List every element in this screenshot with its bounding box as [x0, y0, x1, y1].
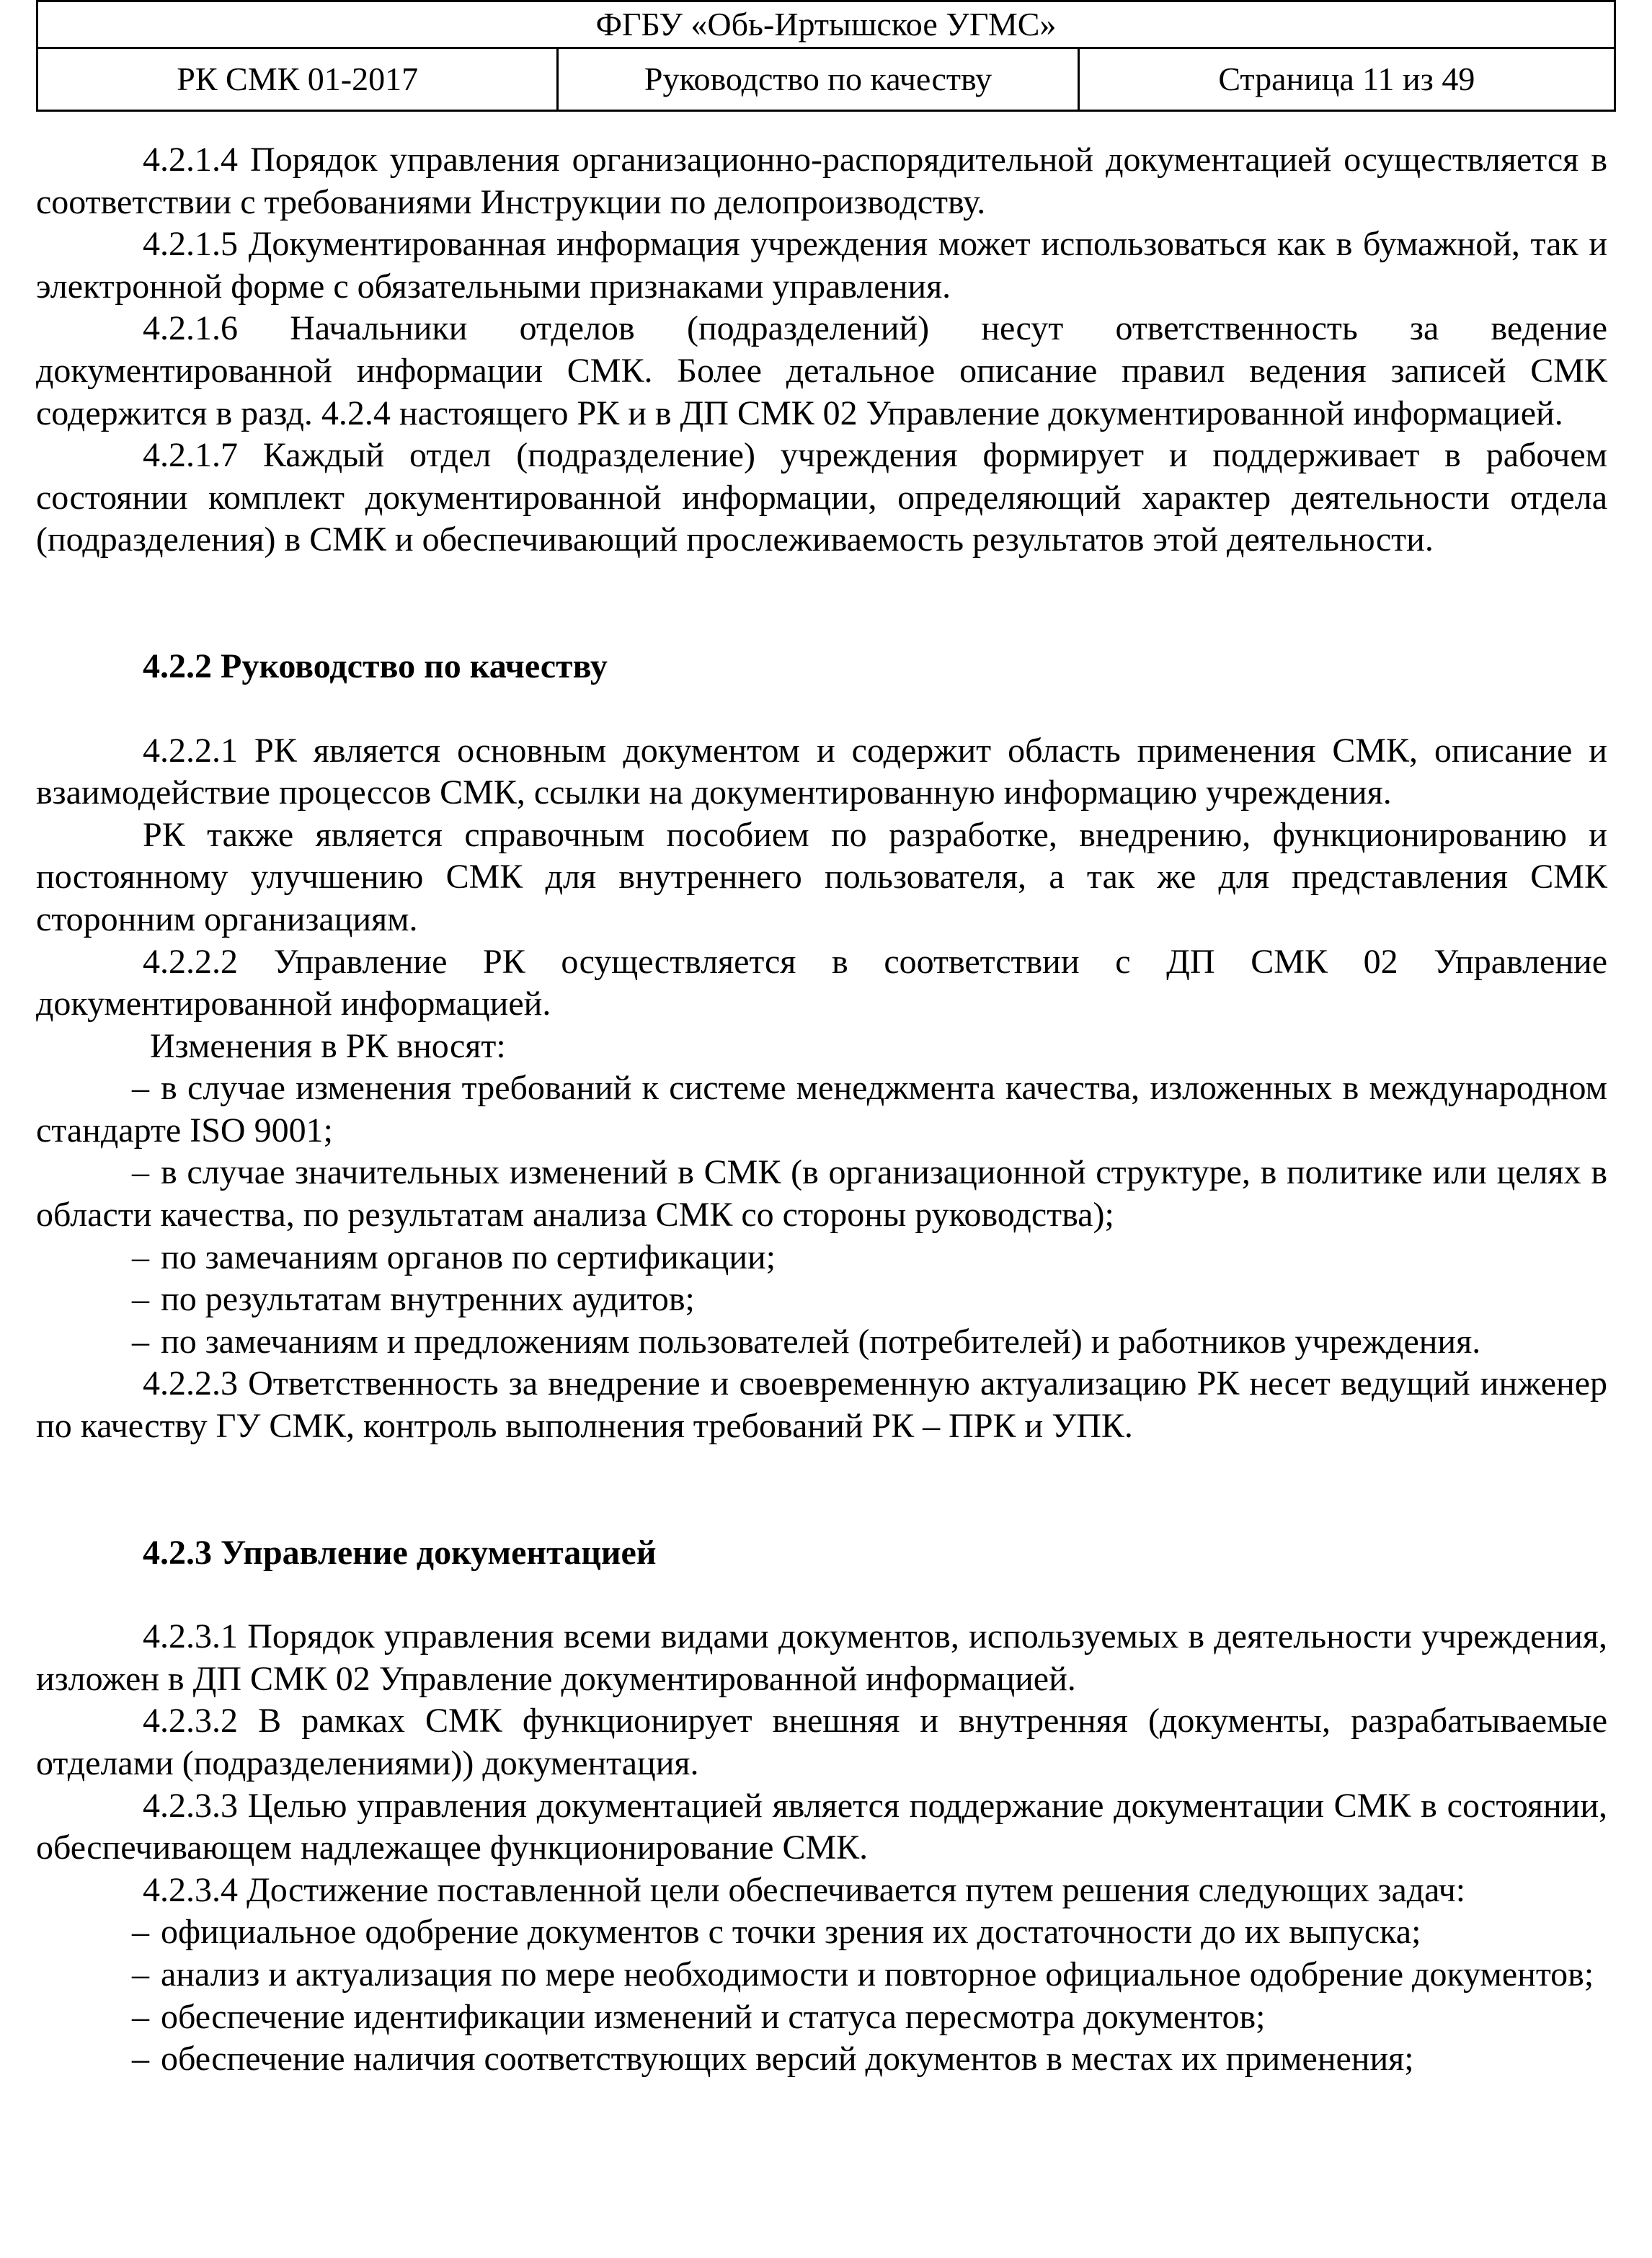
clause-number: 4.2.3.2	[143, 1702, 238, 1741]
paragraph-text: В рамках СМК функционирует внешняя и внутренняя (документы, разрабатываемые отделами (подразделениями)) документация.	[36, 1702, 1607, 1782]
paragraph-4-2-3-2	[36, 1700, 1607, 1784]
list-item-text: анализ и актуализация по мере необходимости и повторное официальное одобрение документов;	[161, 1955, 1594, 1993]
dash-marker: –	[132, 1153, 149, 1192]
clause-number: 4.2.1.4	[143, 141, 238, 179]
paragraph-text: Начальники отделов (подразделений) несут ответственность за ведение документированной информации СМК. Более детальное описание правил ведения записей СМК содержится в разд. 4.2.4 настоящего РК и в ДП СМК 02 Управление документированной информацией.	[36, 309, 1608, 432]
list-item	[36, 1279, 1607, 1321]
dash-marker: –	[132, 1913, 149, 1952]
paragraph-4-2-1-4	[36, 139, 1607, 223]
paragraph-4-2-3-3	[36, 1785, 1607, 1870]
list-item-text: в случае изменения требований к системе менеджмента качества, изложенных в международном стандарте ISO 9001;	[36, 1069, 1607, 1150]
list-item	[36, 1996, 1607, 2039]
list-item	[36, 1321, 1607, 1364]
list-item-text: обеспечение идентификации изменений и статуса пересмотра документов;	[161, 1997, 1266, 2036]
dash-marker: –	[132, 1069, 149, 1108]
paragraph-4-2-3-1	[36, 1616, 1607, 1700]
clause-number: 4.2.2.2	[143, 942, 238, 981]
paragraph-text: Управление РК осуществляется в соответствии с ДП СМК 02 Управление документированной информацией.	[36, 942, 1608, 1023]
list-item	[36, 1067, 1607, 1152]
list-item-text: по замечаниям и предложениям пользователей (потребителей) и работников учреждения.	[161, 1322, 1481, 1361]
list-item-text: в случае значительных изменений в СМК (в организационной структуре, в политике или целях в области качества, по результатам анализа СМК со стороны руководства);	[36, 1153, 1607, 1235]
paragraph-text: Порядок управления всеми видами документов, используемых в деятельности учреждения, изложен в ДП СМК 02 Управление документированной информацией.	[36, 1617, 1607, 1698]
paragraph-text: Ответственность за внедрение и своевременную актуализацию РК несет ведущий инженер по качеству ГУ СМК, контроль выполнения требований РК – ПРК и УПК.	[36, 1364, 1607, 1446]
changes-intro: Изменения в РК вносят:	[150, 1026, 506, 1065]
document-title: Руководство по качеству	[558, 48, 1078, 111]
list-item	[36, 1911, 1607, 1954]
document-header-table	[36, 0, 1616, 112]
clause-number: 4.2.1.7	[143, 436, 238, 475]
list-item-text: официальное одобрение документов с точки зрения их достаточности до их выпуска;	[161, 1913, 1421, 1952]
dash-marker: –	[132, 1237, 149, 1276]
paragraph-4-2-2-1-continued: РК также является справочным пособием по разработке, внедрению, функционированию и постоянному улучшению СМК для внутреннего пользователя, а так же для представления СМК сторонним организациям.	[36, 815, 1607, 938]
organization-name: ФГБУ «Обь-Иртышское УГМС»	[37, 1, 1615, 48]
section-heading-4-2-2: 4.2.2 Руководство по качеству	[143, 646, 608, 685]
paragraph-text: Каждый отдел (подразделение) учреждения формирует и поддерживает в рабочем состоянии комплект документированной информации, определяющий характер деятельности отдела (подразделения) в СМК и обеспечивающий прослеживаемость результатов этой деятельности.	[36, 436, 1607, 559]
list-item	[36, 1152, 1607, 1236]
paragraph-4-2-2-3	[36, 1363, 1607, 1447]
paragraph-4-2-3-4	[36, 1870, 1607, 1912]
dash-marker: –	[132, 2040, 149, 2079]
document-code: РК СМК 01-2017	[37, 48, 558, 111]
paragraph-4-2-1-6	[36, 308, 1607, 435]
list-item-text: по замечаниям органов по сертификации;	[161, 1237, 776, 1276]
dash-marker: –	[132, 1997, 149, 2036]
paragraph-text: Порядок управления организационно-распорядительной документацией осуществляется в соответствии с требованиями Инструкции по делопроизводству.	[36, 141, 1608, 221]
dash-marker: –	[132, 1955, 149, 1993]
clause-number: 4.2.1.5	[143, 225, 238, 264]
list-item	[36, 1237, 1607, 1279]
paragraph-4-2-2-2	[36, 941, 1607, 1026]
paragraph-text: Достижение поставленной цели обеспечивается путем решения следующих задач:	[247, 1870, 1466, 1909]
paragraph-4-2-1-7	[36, 435, 1607, 561]
page-number: Страница 11 из 49	[1078, 48, 1615, 111]
paragraph-text: РК является основным документом и содержит область применения СМК, описание и взаимодействие процессов СМК, ссылки на документированную информацию учреждения.	[36, 731, 1607, 812]
clause-number: 4.2.3.1	[143, 1617, 238, 1656]
list-item-text: обеспечение наличия соответствующих версий документов в местах их применения;	[161, 2040, 1414, 2079]
clause-number: 4.2.3.4	[143, 1870, 238, 1909]
list-item	[36, 2038, 1607, 2081]
paragraph-text: Целью управления документацией является поддержание документации СМК в состоянии, обеспечивающем надлежащее функционирование СМК.	[36, 1786, 1608, 1867]
section-heading-4-2-3: 4.2.3 Управление документацией	[143, 1533, 657, 1572]
paragraph-text: Документированная информация учреждения может использоваться как в бумажной, так и электронной форме с обязательными признаками управления.	[36, 225, 1608, 306]
clause-number: 4.2.2.1	[143, 731, 238, 770]
paragraph-4-2-1-5	[36, 223, 1607, 308]
paragraph-4-2-2-1	[36, 730, 1607, 814]
dash-marker: –	[132, 1322, 149, 1361]
dash-marker: –	[132, 1280, 149, 1319]
clause-number: 4.2.1.6	[143, 309, 238, 348]
list-item-text: по результатам внутренних аудитов;	[161, 1280, 695, 1319]
list-item	[36, 1954, 1607, 1996]
clause-number: 4.2.2.3	[143, 1364, 238, 1403]
document-body	[36, 139, 1607, 2081]
clause-number: 4.2.3.3	[143, 1786, 238, 1825]
